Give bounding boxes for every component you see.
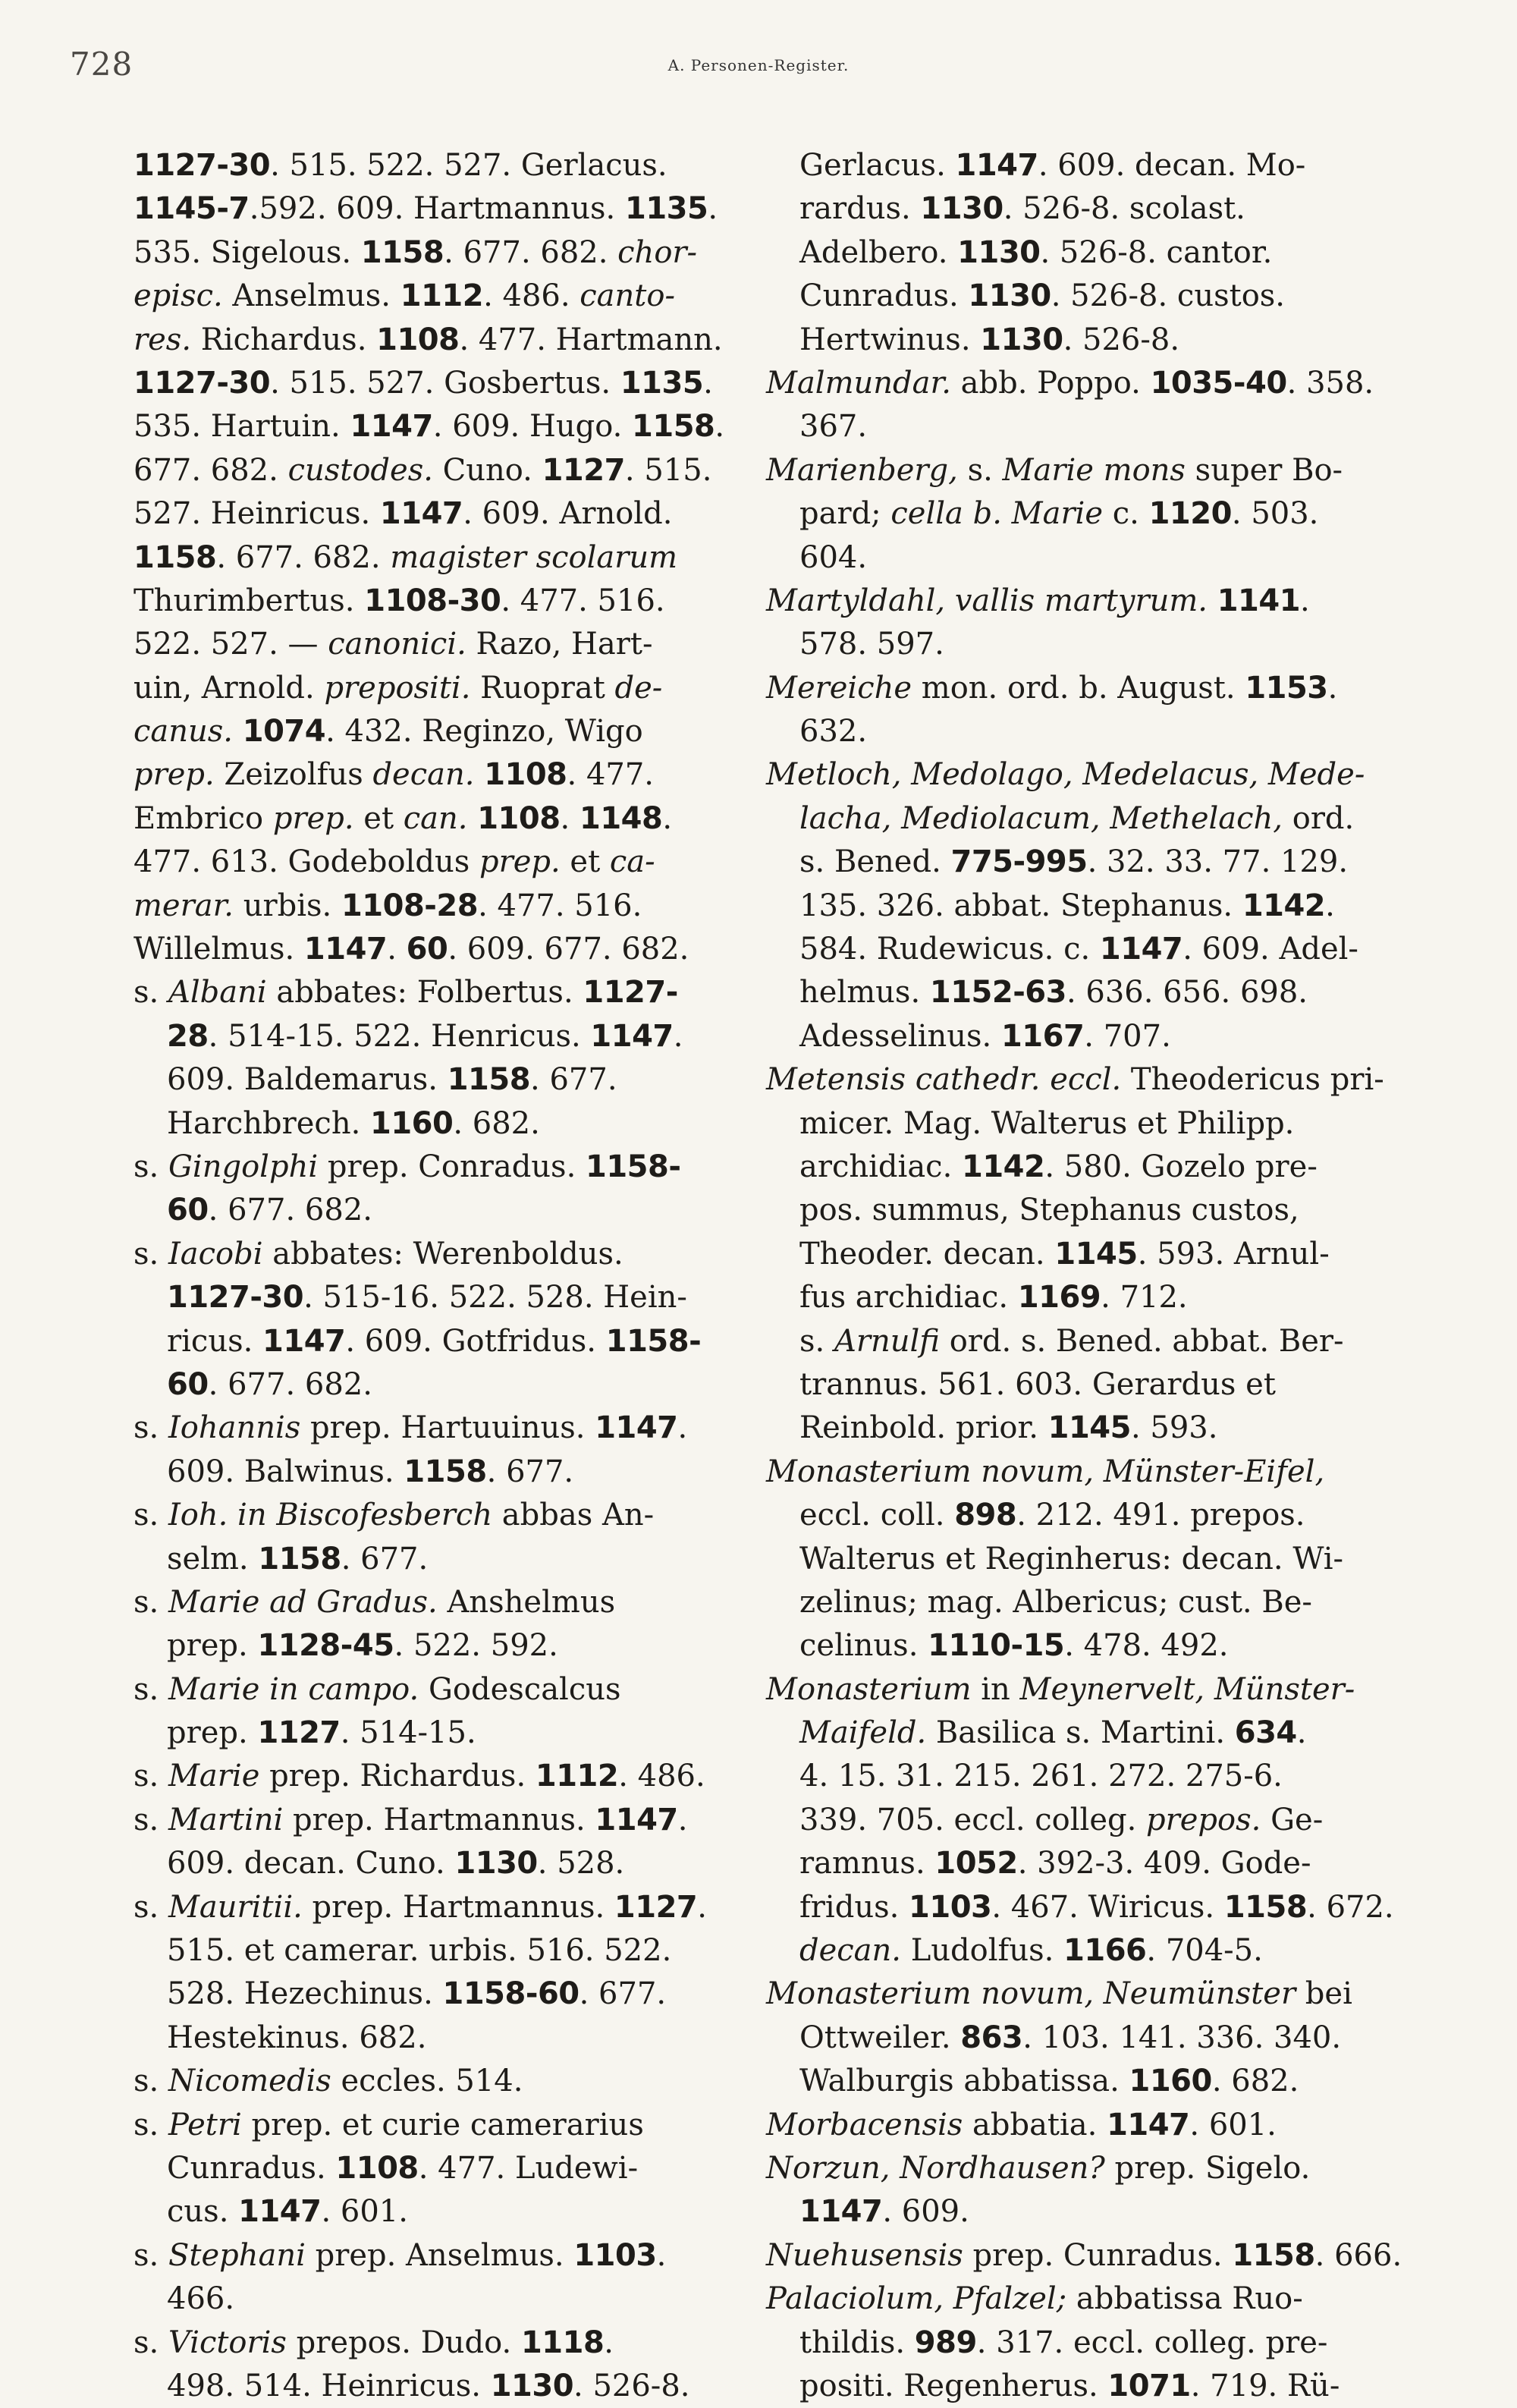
index-line: Walburgis abbatissa. 1160. 682.	[799, 2064, 1299, 2099]
index-line: rardus. 1130. 526-8. scolast.	[799, 191, 1245, 227]
index-line: 466.	[167, 2281, 235, 2317]
index-line: 60. 677. 682.	[167, 1366, 372, 1402]
index-line: Morbacensis abbatia. 1147. 601.	[766, 2107, 1277, 2142]
index-line: s. Victoris prepos. Dudo. 1118.	[133, 2325, 614, 2360]
index-line: 1127-30. 515. 527. Gosbertus. 1135.	[133, 365, 713, 401]
index-line: 528. Hezechinus. 1158-60. 677.	[167, 1976, 667, 2012]
index-line: s. Albani abbates: Folbertus. 1127-	[133, 975, 678, 1011]
index-line: Monasterium in Meynervelt, Münster-	[766, 1671, 1355, 1707]
index-line: Embrico prep. et can. 1108. 1148.	[133, 800, 673, 836]
index-line: 135. 326. abbat. Stephanus. 1142.	[799, 888, 1335, 923]
index-line: prep. Zeizolfus decan. 1108. 477.	[133, 757, 655, 793]
index-line: Metloch, Medolago, Medelacus, Mede-	[766, 757, 1365, 793]
index-line: Cunradus. 1130. 526-8. custos.	[799, 278, 1286, 314]
index-line: 604.	[799, 539, 868, 575]
index-line: Thurimbertus. 1108-30. 477. 516.	[133, 583, 665, 618]
index-line: cus. 1147. 601.	[167, 2194, 408, 2230]
index-line: Willelmus. 1147. 60. 609. 677. 682.	[133, 932, 689, 967]
index-line: celinus. 1110-15. 478. 492.	[799, 1628, 1229, 1664]
index-line: Metensis cathedr. eccl. Theodericus pri-	[766, 1062, 1384, 1098]
index-line: thildis. 989. 317. eccl. colleg. pre-	[799, 2325, 1328, 2360]
index-line: 367.	[799, 409, 868, 445]
index-line: 1145-7.592. 609. Hartmannus. 1135.	[133, 191, 718, 227]
index-line: 677. 682. custodes. Cuno. 1127. 515.	[133, 452, 712, 488]
index-line: Hertwinus. 1130. 526-8.	[799, 322, 1180, 357]
index-line: ricus. 1147. 609. Gotfridus. 1158-	[167, 1323, 702, 1359]
index-line: decan. Ludolfus. 1166. 704-5.	[799, 1933, 1263, 1969]
index-line: uin, Arnold. prepositi. Ruoprat de-	[133, 670, 663, 706]
index-line: 28. 514-15. 522. Henricus. 1147.	[167, 1018, 683, 1054]
index-line: Monasterium novum, Münster-Eifel,	[766, 1454, 1325, 1489]
index-line: Martyldahl, vallis martyrum. 1141.	[766, 583, 1310, 618]
index-line: Cunradus. 1108. 477. Ludewi-	[167, 2150, 639, 2186]
index-line: canus. 1074. 432. Reginzo, Wigo	[133, 714, 643, 750]
index-line: 609. Balwinus. 1158. 677.	[167, 1454, 574, 1489]
index-line: fus archidiac. 1169. 712.	[799, 1280, 1188, 1316]
index-line: s. Arnulfi ord. s. Bened. abbat. Ber-	[799, 1323, 1344, 1359]
index-line: Theoder. decan. 1145. 593. Arnul-	[799, 1236, 1330, 1272]
index-line: s. Mauritii. prep. Hartmannus. 1127.	[133, 1889, 707, 1925]
index-line: s. Marie in campo. Godescalcus	[133, 1671, 621, 1707]
index-line: s. Ioh. in Biscofesberch abbas An-	[133, 1498, 655, 1533]
index-line: 1127-30. 515-16. 522. 528. Hein-	[167, 1280, 687, 1316]
index-line: pard; cella b. Marie c. 1120. 503.	[799, 496, 1319, 532]
index-line: Monasterium novum, Neumünster bei	[766, 1976, 1352, 2012]
index-line: 4. 15. 31. 215. 261. 272. 275-6.	[799, 1759, 1283, 1794]
index-line: Malmundar. abb. Poppo. 1035-40. 358.	[766, 365, 1374, 401]
index-line: 535. Sigelous. 1158. 677. 682. chor-	[133, 234, 698, 270]
index-line: pos. summus, Stephanus custos,	[799, 1193, 1299, 1228]
index-line: 1127-30. 515. 522. 527. Gerlacus.	[133, 148, 667, 183]
index-line: merar. urbis. 1108-28. 477. 516.	[133, 888, 642, 923]
index-line: 609. decan. Cuno. 1130. 528.	[167, 1846, 625, 1881]
index-line: 578. 597.	[799, 627, 944, 662]
index-line: positi. Regenherus. 1071. 719. Rü-	[799, 2368, 1340, 2403]
index-line: s. Iohannis prep. Hartuuinus. 1147.	[133, 1410, 688, 1446]
index-line: s. Martini prep. Hartmannus. 1147.	[133, 1802, 688, 1837]
right-column	[766, 144, 1402, 2403]
index-line: 477. 613. Godeboldus prep. et ca-	[133, 844, 655, 880]
index-line: 584. Rudewicus. c. 1147. 609. Adel-	[799, 932, 1358, 967]
index-line: Adelbero. 1130. 526-8. cantor.	[799, 234, 1273, 270]
index-line: 498. 514. Heinricus. 1130. 526-8.	[167, 2368, 690, 2403]
index-line: prep. 1128-45. 522. 592.	[167, 1628, 558, 1664]
index-line: 60. 677. 682.	[167, 1193, 372, 1228]
index-line: s. Marie ad Gradus. Anshelmus	[133, 1584, 616, 1620]
index-line: Gerlacus. 1147. 609. decan. Mo-	[799, 148, 1306, 183]
index-line: ramnus. 1052. 392-3. 409. Gode-	[799, 1846, 1311, 1881]
index-line: Nuehusensis prep. Cunradus. 1158. 666.	[766, 2237, 1402, 2273]
index-line: Norzun, Nordhausen? prep. Sigelo.	[766, 2150, 1311, 2186]
index-line: s. Gingolphi prep. Conradus. 1158-	[133, 1149, 681, 1184]
index-line: archidiac. 1142. 580. Gozelo pre-	[799, 1149, 1318, 1184]
index-line: Reinbold. prior. 1145. 593.	[799, 1410, 1218, 1446]
index-line: 515. et camerar. urbis. 516. 522.	[167, 1933, 672, 1969]
index-line: 609. Baldemarus. 1158. 677.	[167, 1062, 617, 1098]
index-line: helmus. 1152-63. 636. 656. 698.	[799, 975, 1308, 1011]
index-line: Harchbrech. 1160. 682.	[167, 1105, 540, 1141]
index-line: 535. Hartuin. 1147. 609. Hugo. 1158.	[133, 409, 725, 445]
index-line: Walterus et Reginherus: decan. Wi-	[799, 1541, 1344, 1577]
index-line: Maifeld. Basilica s. Martini. 634.	[799, 1715, 1307, 1751]
index-line: prep. 1127. 514-15.	[167, 1715, 476, 1751]
index-line: eccl. coll. 898. 212. 491. prepos.	[799, 1498, 1305, 1533]
index-line: s. Stephani prep. Anselmus. 1103.	[133, 2237, 667, 2273]
index-line: Mereiche mon. ord. b. August. 1153.	[766, 670, 1338, 706]
left-column	[133, 144, 725, 2403]
index-line: 522. 527. — canonici. Razo, Hart-	[133, 627, 653, 662]
index-line: s. Marie prep. Richardus. 1112. 486.	[133, 1759, 705, 1794]
index-line: Palaciolum, Pfalzel; abbatissa Ruo-	[766, 2281, 1303, 2317]
index-line: 1158. 677. 682. magister scolarum	[133, 539, 678, 575]
index-line: s. Petri prep. et curie camerarius	[133, 2107, 644, 2142]
index-line: 527. Heinricus. 1147. 609. Arnold.	[133, 496, 673, 532]
index-line: episc. Anselmus. 1112. 486. canto-	[133, 278, 675, 314]
index-line: Ottweiler. 863. 103. 141. 336. 340.	[799, 2020, 1342, 2055]
index-line: s. Iacobi abbates: Werenboldus.	[133, 1236, 623, 1272]
index-line: Hestekinus. 682.	[167, 2020, 427, 2055]
index-line: lacha, Mediolacum, Methelach, ord.	[799, 800, 1355, 836]
index-line: zelinus; mag. Albericus; cust. Be-	[799, 1584, 1312, 1620]
index-line: Adesselinus. 1167. 707.	[799, 1018, 1171, 1054]
index-line: 339. 705. eccl. colleg. prepos. Ge-	[799, 1802, 1324, 1837]
index-line: 1147. 609.	[799, 2194, 969, 2230]
index-line: fridus. 1103. 467. Wiricus. 1158. 672.	[799, 1889, 1394, 1925]
index-line: s. Nicomedis eccles. 514.	[133, 2064, 523, 2099]
index-line: selm. 1158. 677.	[167, 1541, 429, 1577]
index-line: 632.	[799, 714, 868, 750]
index-line: s. Bened. 775-995. 32. 33. 77. 129.	[799, 844, 1349, 880]
running-title: A. Personen-Register.	[667, 56, 850, 74]
index-line: trannus. 561. 603. Gerardus et	[799, 1366, 1276, 1402]
page-header	[0, 46, 1517, 91]
index-line: Marienberg, s. Marie mons super Bo-	[766, 452, 1343, 488]
index-line: res. Richardus. 1108. 477. Hartmann.	[133, 322, 723, 357]
page-number: 728	[70, 46, 133, 83]
index-line: micer. Mag. Walterus et Philipp.	[799, 1105, 1295, 1141]
